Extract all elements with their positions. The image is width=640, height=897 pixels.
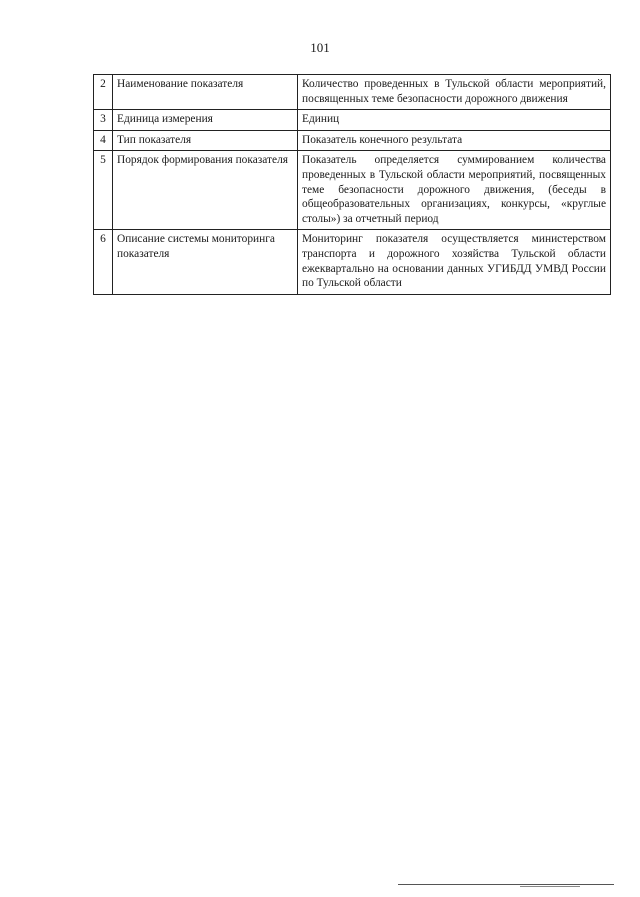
table-row <box>94 130 611 151</box>
row-value: Мониторинг показателя осуществляется министерством транспорта и дорожного хозяйства Тульской области ежеквартально на основании данных УГИБДД УМВД России по Тульской области <box>298 230 611 294</box>
row-label: Наименование показателя <box>113 75 298 110</box>
row-label: Единица измерения <box>113 110 298 131</box>
row-label: Тип показателя <box>113 130 298 151</box>
table-row <box>94 110 611 131</box>
row-value: Показатель определяется суммированием количества проведенных в Тульской области мероприятий, посвященных теме безопасности дорожного движения, (беседы в общеобразовательных организациях, конкурсы, «круглые столы») за отчетный период <box>298 151 611 230</box>
row-number: 3 <box>94 110 113 131</box>
row-value: Единиц <box>298 110 611 131</box>
row-number: 6 <box>94 230 113 294</box>
table-row <box>94 75 611 110</box>
footer-divider <box>520 886 580 887</box>
row-number: 2 <box>94 75 113 110</box>
table-row <box>94 230 611 294</box>
indicator-passport-table <box>93 74 611 295</box>
row-number: 5 <box>94 151 113 230</box>
row-value: Показатель конечного результата <box>298 130 611 151</box>
row-label: Порядок формирования показателя <box>113 151 298 230</box>
footer-divider <box>398 884 614 885</box>
table-row <box>94 151 611 230</box>
page-number: 101 <box>310 40 330 55</box>
row-value: Количество проведенных в Тульской области мероприятий, посвященных теме безопасности дорожного движения <box>298 75 611 110</box>
row-number: 4 <box>94 130 113 151</box>
row-label: Описание системы мониторинга показателя <box>113 230 298 294</box>
